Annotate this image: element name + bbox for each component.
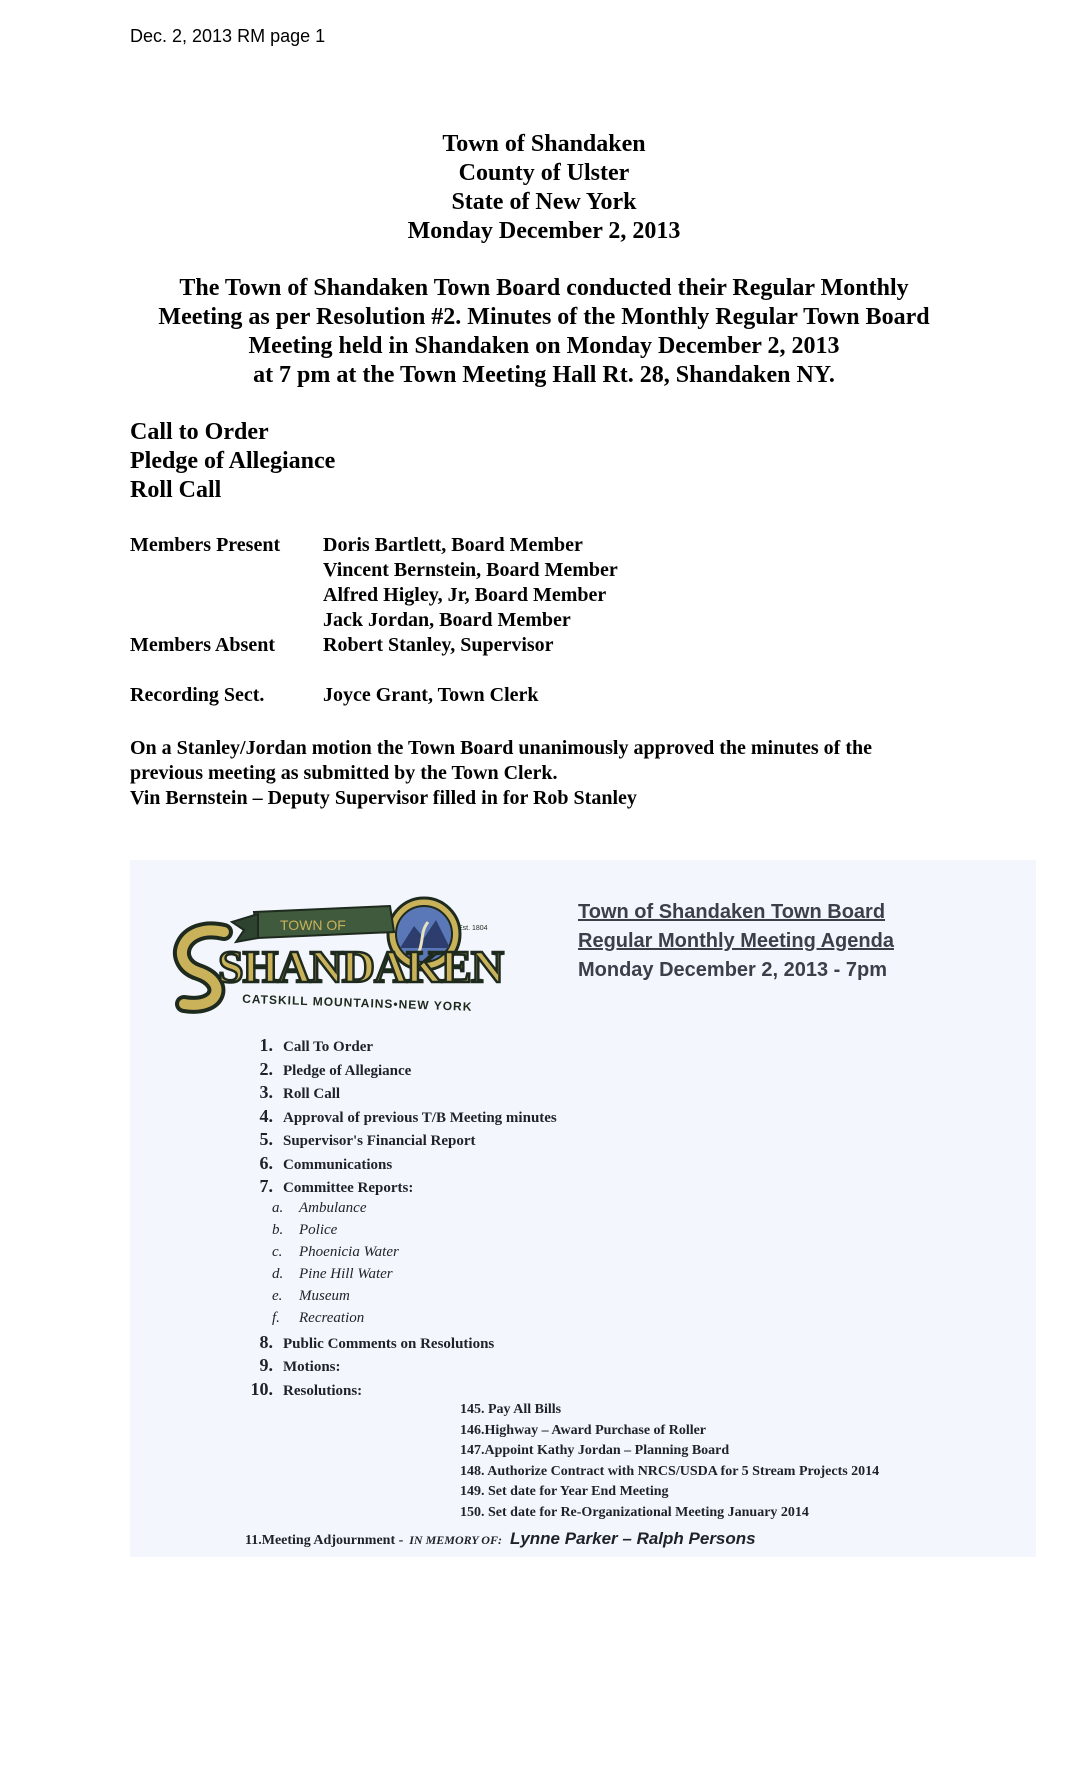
title-line: County of Ulster [458,160,630,186]
agenda-list [245,1035,879,1549]
committee-report-item: c. Phoenicia Water [272,1243,399,1260]
intro-line: Meeting held in Shandaken on Monday December 2, 2013 [248,333,840,359]
agenda-item: 1. Call To Order [259,1035,374,1055]
motion-line: previous meeting as submitted by the Town Clerk. [130,762,558,784]
member-absent: Robert Stanley, Supervisor [323,634,554,656]
order-line: Call to Order [130,419,269,445]
title-line: State of New York [451,189,637,215]
adjournment-label: 11.Meeting Adjournment - [245,1533,404,1548]
member-present: Alfred Higley, Jr, Board Member [323,584,607,606]
logo-name: SHANDAKEN [218,941,503,992]
memorial-names: Lynne Parker – Ralph Persons [509,1529,756,1548]
agenda-item: 6. Communications [259,1152,393,1173]
order-line: Pledge of Allegiance [130,448,336,474]
title-line: Town of Shandaken [442,131,646,157]
agenda-item: 5. Supervisor's Financial Report [259,1129,476,1149]
resolution-item: 147.Appoint Kathy Jordan – Planning Board [460,1443,730,1458]
agenda-header-line: Town of Shandaken Town Board [578,901,886,923]
agenda-item: 4. Approval of previous T/B Meeting minutes [259,1105,557,1126]
agenda-header-line: Regular Monthly Meeting Agenda [578,930,894,952]
committee-report-item: e. Museum [272,1287,350,1304]
committee-report-item: b. Police [272,1221,338,1238]
intro-line: at 7 pm at the Town Meeting Hall Rt. 28, Shandaken NY. [253,362,835,388]
member-present: Doris Bartlett, Board Member [323,534,583,556]
recording-secretary: Joyce Grant, Town Clerk [323,684,539,706]
agenda-item: 7. Committee Reports: [259,1176,414,1196]
document-title [0,130,1088,246]
order-of-business [130,418,335,505]
agenda-item: 8. Public Comments on Resolutions [259,1331,495,1352]
agenda-scan-image [130,860,1036,1557]
agenda-item: 3. Roll Call [259,1082,341,1102]
committee-report-item: d. Pine Hill Water [272,1265,393,1282]
title-line: Monday December 2, 2013 [407,218,681,244]
agenda-item: 10. Resolutions: [250,1378,363,1399]
page-header-note: Dec. 2, 2013 RM page 1 [130,26,326,46]
in-memory-label: IN MEMORY OF: [409,1533,502,1547]
intro-line: The Town of Shandaken Town Board conducted their Regular Monthly [179,275,909,301]
intro-line: Meeting as per Resolution #2. Minutes of the Monthly Regular Town Board [158,304,930,330]
resolution-item: 145. Pay All Bills [460,1402,562,1417]
members-absent-label: Members Absent [130,634,275,656]
committee-report-item: f. Recreation [272,1309,365,1326]
member-present: Vincent Bernstein, Board Member [323,559,618,581]
resolution-item: 149. Set date for Year End Meeting [460,1484,669,1499]
order-line: Roll Call [130,477,222,503]
members-present-label: Members Present [130,534,281,556]
agenda-header [578,898,894,985]
resolution-item: 146.Highway – Award Purchase of Roller [460,1422,707,1438]
motion-paragraph [130,736,980,811]
logo-town-of: TOWN OF [280,917,346,933]
shandaken-logo [162,892,512,1022]
resolution-item: 148. Authorize Contract with NRCS/USDA for 5 Stream Projects 2014 [460,1463,880,1479]
agenda-item: 2. Pledge of Allegiance [259,1058,412,1079]
committee-report-item: a. Ambulance [272,1199,367,1216]
resolution-item: 150. Set date for Re-Organizational Meeting January 2014 [460,1504,809,1520]
attendance-list [130,533,618,708]
logo-tagline: CATSKILL MOUNTAINS•NEW YORK [241,991,473,1014]
agenda-item: 9. Motions: [259,1355,341,1375]
member-present: Jack Jordan, Board Member [323,609,571,631]
motion-line: On a Stanley/Jordan motion the Town Board unanimously approved the minutes of the [130,737,872,759]
intro-paragraph [0,274,1088,390]
logo-est: Est. 1804 [458,925,488,932]
adjournment-line [245,1529,879,1549]
agenda-header-line: Monday December 2, 2013 - 7pm [578,959,888,981]
motion-line: Vin Bernstein – Deputy Supervisor filled in for Rob Stanley [130,787,637,809]
recording-label: Recording Sect. [130,684,265,706]
